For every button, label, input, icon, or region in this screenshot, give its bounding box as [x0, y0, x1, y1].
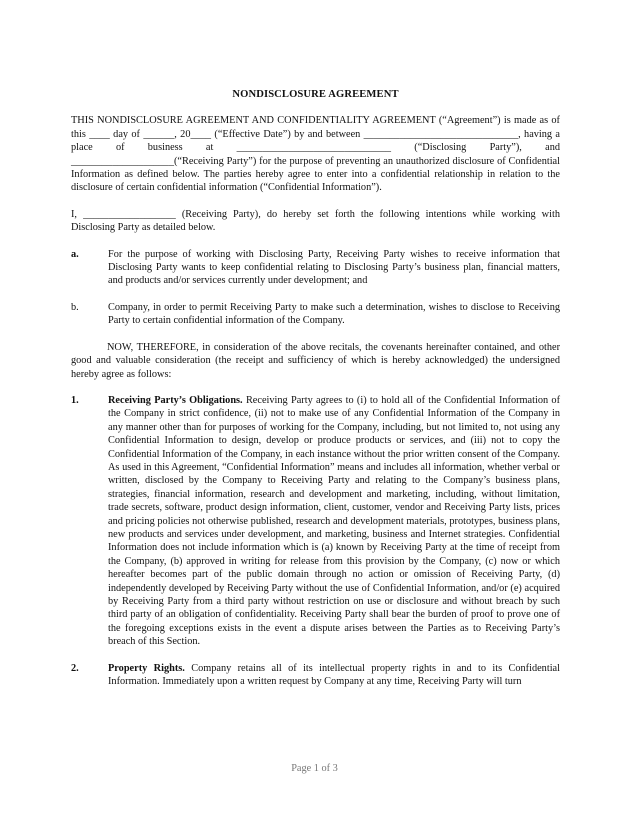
section-1 — [71, 394, 560, 649]
section-2-text: Company retains all of its intellectual property rights in and to its Confidential Information. Immediately upon a written request by Company at any time, Receiving Party will turn — [108, 662, 560, 688]
recital-a-marker: a. — [71, 248, 79, 260]
section-2-marker: 2. — [71, 662, 79, 674]
recital-b-text: Company, in order to permit Receiving Party to make such a determination, wishes to disclose to Receiving Party to certain confidential information of the Company. — [108, 301, 560, 327]
page-number-footer: Page 1 of 3 — [291, 763, 338, 774]
document-title: NONDISCLOSURE AGREEMENT — [232, 89, 399, 100]
section-2-heading: Property Rights. — [108, 662, 185, 674]
document-body — [71, 88, 560, 701]
recital-b — [71, 301, 560, 328]
recital-a-text: For the purpose of working with Disclosing Party, Receiving Party wishes to receive information that Disclosing Party wants to keep confidential relating to Disclosing Party’s business plan, financial matters, and products and/or services currently under development; and — [108, 248, 560, 287]
section-1-marker: 1. — [71, 394, 79, 406]
section-2 — [71, 662, 560, 689]
section-1-heading: Receiving Party’s Obligations. — [108, 394, 243, 406]
now-therefore-paragraph: NOW, THEREFORE, in consideration of the above recitals, the covenants hereinafter contained, and other good and valuable consideration (the receipt and sufficiency of which is hereby acknowledged) the undersigned hereby agree as follows: — [71, 341, 560, 380]
recital-b-marker: b. — [71, 301, 79, 313]
intro-paragraph: THIS NONDISCLOSURE AGREEMENT AND CONFIDENTIALITY AGREEMENT (“Agreement”) is made as of this ____ day of ______, 20____ (“Effective Date”) by and between ______________________________, having a place of business at ______________________________ (“Disclosing Party”), and ____________________(“Receiving Party”) for the purpose of preventing an unauthorized disclosure of Confidential Information as defined below. The parties hereby agree to enter into a confidential relationship in relation to the disclosure of certain confidential information (“Confidential Information”). — [71, 115, 560, 194]
recital-a — [71, 248, 560, 288]
section-2-body — [108, 662, 560, 689]
section-1-text: Receiving Party agrees to (i) to hold all of the Confidential Information of the Company in strict confidence, (ii) not to make use of any Confidential Information of the Company in any manner other than for purposes of working for the Company, including, but not limited to, not using any Confidential Information to design, develop or produce products or services, and (iii) not to copy the Confidential Information of the Company, in each instance without the prior written consent of the Company. As used in this Agreement, “Confidential Information” means and includes all information, whether verbal or written, disclosed by the Company to Receiving Party and relating to the Company’s business plans, strategies, financial information, research and development and marketing, including, without limitation, trade secrets, software, product design information, client, customer, vendor and Receiving Party lists, prices and pricing policies not otherwise published, research and development materials, prototypes, business plans, new products and services under development, and marketing, business and Internet strategies. Confidential Information does not include information which is (a) known by Receiving Party at the time of receipt from the Company, (b) approved in writing for release from this provision by the Company, (c) now or which hereafter becomes part of the public domain through no action or omission of Receiving Party, (d) independently developed by Receiving Party without the use of Confidential Information, and/or (e) acquired by Receiving Party from a third party without restriction on use or disclosure and without breach by such third party of an obligation of confidentiality. Receiving Party shall bear the burden of proof to prove one of the foregoing exceptions exists in the event a dispute arises between the Parties as to Receiving Party’s breach of this Section. — [108, 394, 561, 648]
intentions-paragraph: I, __________________ (Receiving Party), do hereby set forth the following intentions while working with Disclosing Party as detailed below. — [71, 208, 560, 234]
section-1-body — [108, 394, 560, 649]
